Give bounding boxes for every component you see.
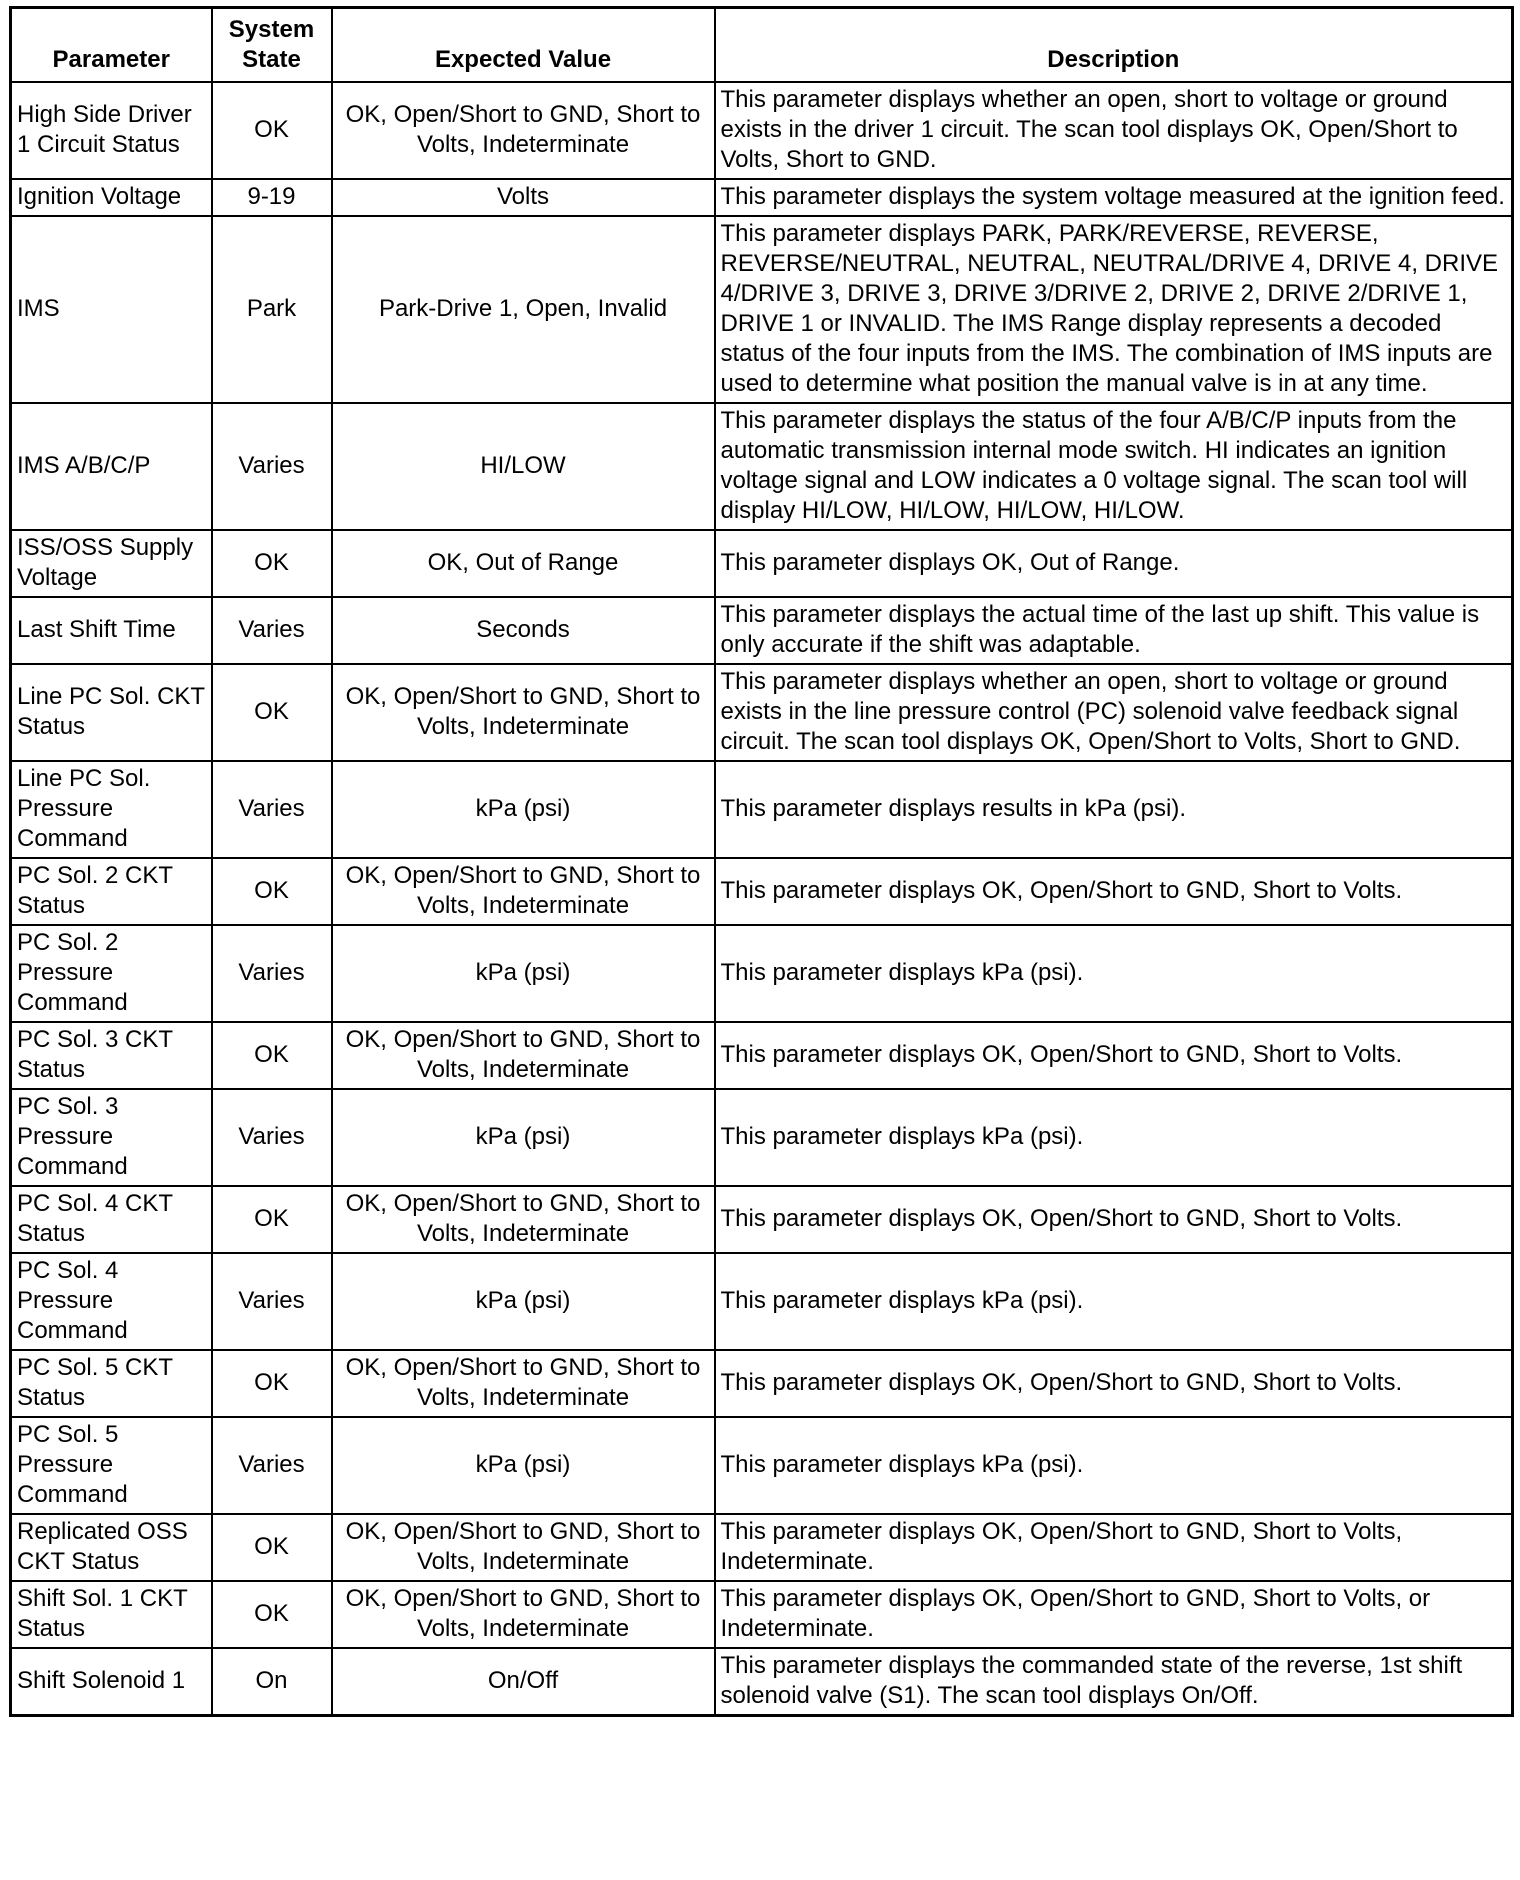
cell-description: This parameter displays whether an open, short to voltage or ground exists in the driver 1 circuit. The scan tool displays OK, Open/Short to Volts, Short to GND. — [715, 82, 1513, 179]
table-row — [11, 597, 1513, 664]
table-row — [11, 664, 1513, 761]
table-row — [11, 1186, 1513, 1253]
cell-description: This parameter displays kPa (psi). — [715, 1089, 1513, 1186]
cell-parameter: ISS/OSS Supply Voltage — [11, 530, 212, 597]
cell-description: This parameter displays OK, Open/Short to GND, Short to Volts. — [715, 1350, 1513, 1417]
cell-expected-value: kPa (psi) — [332, 925, 715, 1022]
cell-parameter: PC Sol. 4 Pressure Command — [11, 1253, 212, 1350]
cell-parameter: Replicated OSS CKT Status — [11, 1514, 212, 1581]
cell-system-state: Varies — [212, 1089, 332, 1186]
cell-expected-value: Park-Drive 1, Open, Invalid — [332, 216, 715, 403]
cell-system-state: Varies — [212, 1253, 332, 1350]
cell-system-state: OK — [212, 1022, 332, 1089]
cell-system-state: Varies — [212, 403, 332, 530]
cell-system-state: OK — [212, 1581, 332, 1648]
cell-parameter: Line PC Sol. CKT Status — [11, 664, 212, 761]
cell-system-state: OK — [212, 1514, 332, 1581]
cell-parameter: High Side Driver 1 Circuit Status — [11, 82, 212, 179]
cell-system-state: Varies — [212, 761, 332, 858]
table-row — [11, 1089, 1513, 1186]
table-row — [11, 179, 1513, 216]
cell-description: This parameter displays OK, Open/Short to GND, Short to Volts, or Indeterminate. — [715, 1581, 1513, 1648]
header-parameter: Parameter — [11, 8, 212, 82]
cell-expected-value: On/Off — [332, 1648, 715, 1716]
cell-expected-value: kPa (psi) — [332, 1253, 715, 1350]
cell-parameter: IMS — [11, 216, 212, 403]
table-header — [11, 8, 1513, 82]
cell-system-state: OK — [212, 858, 332, 925]
cell-expected-value: OK, Open/Short to GND, Short to Volts, Indeterminate — [332, 82, 715, 179]
table-row — [11, 858, 1513, 925]
cell-parameter: Shift Sol. 1 CKT Status — [11, 1581, 212, 1648]
cell-system-state: OK — [212, 82, 332, 179]
cell-system-state: Varies — [212, 925, 332, 1022]
cell-system-state: 9-19 — [212, 179, 332, 216]
cell-description: This parameter displays kPa (psi). — [715, 1253, 1513, 1350]
cell-system-state: OK — [212, 664, 332, 761]
cell-description: This parameter displays the system voltage measured at the ignition feed. — [715, 179, 1513, 216]
cell-system-state: Park — [212, 216, 332, 403]
table-row — [11, 925, 1513, 1022]
cell-description: This parameter displays OK, Open/Short to GND, Short to Volts. — [715, 1186, 1513, 1253]
table-row — [11, 82, 1513, 179]
cell-system-state: Varies — [212, 597, 332, 664]
cell-expected-value: OK, Open/Short to GND, Short to Volts, Indeterminate — [332, 858, 715, 925]
cell-expected-value: OK, Open/Short to GND, Short to Volts, Indeterminate — [332, 1581, 715, 1648]
cell-expected-value: HI/LOW — [332, 403, 715, 530]
cell-description: This parameter displays the commanded state of the reverse, 1st shift solenoid valve (S1). The scan tool displays On/Off. — [715, 1648, 1513, 1716]
header-row — [11, 8, 1513, 82]
table-row — [11, 216, 1513, 403]
cell-expected-value: OK, Open/Short to GND, Short to Volts, Indeterminate — [332, 664, 715, 761]
cell-description: This parameter displays OK, Open/Short to GND, Short to Volts. — [715, 1022, 1513, 1089]
table-row — [11, 1022, 1513, 1089]
cell-expected-value: OK, Open/Short to GND, Short to Volts, Indeterminate — [332, 1350, 715, 1417]
cell-expected-value: kPa (psi) — [332, 761, 715, 858]
cell-expected-value: kPa (psi) — [332, 1417, 715, 1514]
cell-description: This parameter displays kPa (psi). — [715, 925, 1513, 1022]
cell-parameter: PC Sol. 2 CKT Status — [11, 858, 212, 925]
cell-description: This parameter displays results in kPa (psi). — [715, 761, 1513, 858]
cell-parameter: PC Sol. 5 CKT Status — [11, 1350, 212, 1417]
cell-parameter: Shift Solenoid 1 — [11, 1648, 212, 1716]
cell-description: This parameter displays whether an open, short to voltage or ground exists in the line pressure control (PC) solenoid valve feedback signal circuit. The scan tool displays OK, Open/Short to Volts, Short to GND. — [715, 664, 1513, 761]
header-description: Description — [715, 8, 1513, 82]
cell-system-state: OK — [212, 530, 332, 597]
parameter-table — [9, 6, 1514, 1717]
cell-system-state: Varies — [212, 1417, 332, 1514]
cell-description: This parameter displays OK, Open/Short to GND, Short to Volts. — [715, 858, 1513, 925]
table-row — [11, 1648, 1513, 1716]
table-row — [11, 761, 1513, 858]
cell-system-state: OK — [212, 1350, 332, 1417]
cell-parameter: PC Sol. 3 CKT Status — [11, 1022, 212, 1089]
table-row — [11, 1581, 1513, 1648]
cell-parameter: PC Sol. 5 Pressure Command — [11, 1417, 212, 1514]
cell-description: This parameter displays the status of the four A/B/C/P inputs from the automatic transmission internal mode switch. HI indicates an ignition voltage signal and LOW indicates a 0 voltage signal. The scan tool will display HI/LOW, HI/LOW, HI/LOW, HI/LOW. — [715, 403, 1513, 530]
cell-description: This parameter displays kPa (psi). — [715, 1417, 1513, 1514]
cell-parameter: PC Sol. 2 Pressure Command — [11, 925, 212, 1022]
cell-description: This parameter displays OK, Open/Short to GND, Short to Volts, Indeterminate. — [715, 1514, 1513, 1581]
table-row — [11, 1350, 1513, 1417]
cell-parameter: IMS A/B/C/P — [11, 403, 212, 530]
cell-expected-value: OK, Open/Short to GND, Short to Volts, Indeterminate — [332, 1186, 715, 1253]
cell-system-state: OK — [212, 1186, 332, 1253]
header-expected-value: Expected Value — [332, 8, 715, 82]
cell-expected-value: OK, Open/Short to GND, Short to Volts, Indeterminate — [332, 1022, 715, 1089]
cell-expected-value: kPa (psi) — [332, 1089, 715, 1186]
cell-expected-value: OK, Out of Range — [332, 530, 715, 597]
cell-expected-value: Volts — [332, 179, 715, 216]
cell-parameter: Last Shift Time — [11, 597, 212, 664]
table-row — [11, 530, 1513, 597]
table-row — [11, 1514, 1513, 1581]
cell-description: This parameter displays PARK, PARK/REVERSE, REVERSE, REVERSE/NEUTRAL, NEUTRAL, NEUTRAL/DRIVE 4, DRIVE 4, DRIVE 4/DRIVE 3, DRIVE 3, DRIVE 3/DRIVE 2, DRIVE 2, DRIVE 2/DRIVE 1, DRIVE 1 or INVALID. The IMS Range display represents a decoded status of the four inputs from the IMS. The combination of IMS inputs are used to determine what position the manual valve is in at any time. — [715, 216, 1513, 403]
cell-parameter: Line PC Sol. Pressure Command — [11, 761, 212, 858]
cell-system-state: On — [212, 1648, 332, 1716]
table-row — [11, 1417, 1513, 1514]
table-row — [11, 403, 1513, 530]
table-row — [11, 1253, 1513, 1350]
cell-description: This parameter displays the actual time of the last up shift. This value is only accurate if the shift was adaptable. — [715, 597, 1513, 664]
table-body — [11, 82, 1513, 1716]
cell-parameter: Ignition Voltage — [11, 179, 212, 216]
cell-parameter: PC Sol. 4 CKT Status — [11, 1186, 212, 1253]
document-page — [9, 6, 1511, 1717]
header-system-state: System State — [212, 8, 332, 82]
cell-parameter: PC Sol. 3 Pressure Command — [11, 1089, 212, 1186]
cell-expected-value: OK, Open/Short to GND, Short to Volts, Indeterminate — [332, 1514, 715, 1581]
cell-description: This parameter displays OK, Out of Range. — [715, 530, 1513, 597]
cell-expected-value: Seconds — [332, 597, 715, 664]
